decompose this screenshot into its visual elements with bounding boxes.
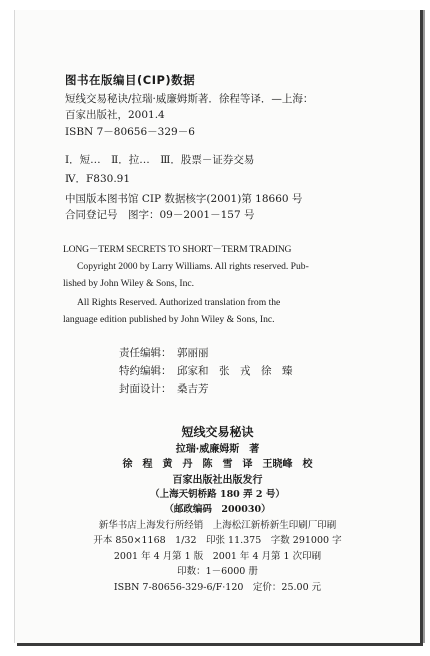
credit-special-editors [119,362,293,380]
colophon-translators: 徐 程 黄 丹 陈 雪 译 王晓峰 校 [122,459,313,470]
credit-cover-design [119,380,209,398]
cip-line: Ⅰ．短… Ⅱ．拉… Ⅲ．股票－证券交易 [65,154,255,166]
cip-line: 中国版本图书馆 CIP 数据核字(2001)第 18660 号 [65,193,303,205]
credit-value: 桑吉芳 [177,383,209,395]
cip-line: ISBN 7－80656－329－6 [65,126,195,138]
cip-line: 合同登记号 图字：09－2001－157 号 [65,209,255,221]
colophon-address: （上海天钥桥路 180 弄 2 号） [150,489,285,500]
credit-label: 封面设计： [119,383,172,395]
colophon-publisher: 百家出版社出版发行 [172,475,263,486]
english-title: LONG－TERM SECRETS TO SHORT－TERM TRADING [63,244,292,255]
english-line: lished by John Wiley & Sons, Inc. [63,278,195,289]
colophon-line: ISBN 7-80656-329-6/F·120 定价：25.00 元 [113,582,322,593]
cip-heading: 图书在版编目(CIP)数据 [65,73,196,87]
colophon-postcode: （邮政编码 200030） [164,504,271,515]
colophon-line: 开本 850×1168 1/32 印张 11.375 字数 291000 字 [93,535,342,546]
english-line: language edition published by John Wiley & Sons, Inc. [63,314,275,325]
colophon-line: 印数：1－6000 册 [177,566,258,577]
cip-line: Ⅳ．F830.91 [65,173,131,185]
cip-line: 百家出版社，2001.4 [65,109,165,121]
colophon-author: 拉瑞·威廉姆斯 著 [175,444,260,455]
credit-label: 责任编辑： [119,347,172,359]
cip-line: 短线交易秘诀/拉瑞·威廉姆斯著．徐程等译．—上海： [65,93,314,105]
colophon-line: 2001 年 4 月第 1 版 2001 年 4 月第 1 次印刷 [113,551,322,562]
credit-value: 郭丽丽 [177,347,209,359]
colophon-line: 新华书店上海发行所经销 上海松江新桥新生印刷厂印刷 [98,520,337,531]
english-line: Copyright 2000 by Larry Williams. All rights reserved. Pub- [77,261,309,272]
credit-editor [119,344,209,362]
copyright-page [14,10,420,643]
english-line: All Rights Reserved. Authorized translation from the [77,297,281,308]
credit-value: 邱家和 张 戎 徐 臻 [177,365,293,377]
colophon-title: 短线交易秘诀 [181,425,254,439]
credit-label: 特约编辑： [119,365,172,377]
